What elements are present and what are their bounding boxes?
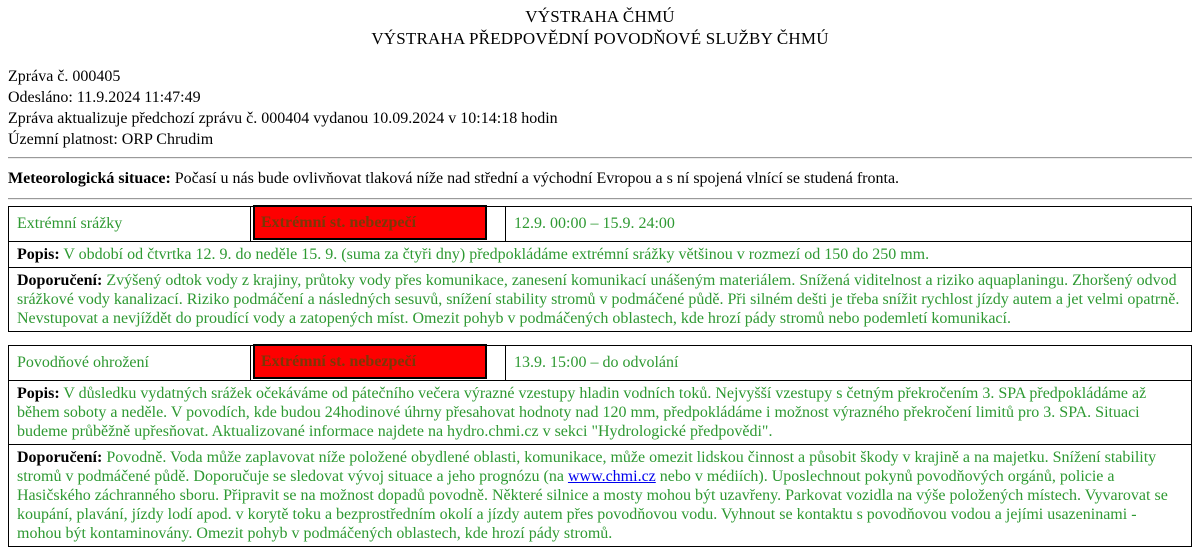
warning-event-cell <box>9 207 251 242</box>
severity-badge: Extrémní st. nebezpečí <box>253 205 487 240</box>
table-row <box>9 242 1192 268</box>
warning-event: Povodňové ohrožení <box>17 354 149 371</box>
recommendation-text-after-link: nebo v médiích). Uposlechnout pokynů povodňových orgánů, policie a Hasičského záchranného sboru. Připravit se na možnost dopadů povodně. Některé silnice a mosty mohou být uzavřeny. Parkovat vozidla na výše položených místech. Vyvarovat se koupání, plavání, jízdy lodí apod. v korytě toku a bezprostředním okolí a jízdy autem přes povodňovou vodu. Vyhnout se kontaktu s povodňovou vodou a jejími usazeninami - mohou být kontaminovány. Omezit pohyb v podmáčených oblastech, kde hrozí pády stromů. <box>17 468 1168 542</box>
meteo-label: Meteorologická situace: <box>8 170 171 187</box>
report-sent-timestamp: Odesláno: 11.9.2024 11:47:49 <box>8 89 201 106</box>
description-text: V období od čtvrtka 12. 9. do neděle 15. 9. (suma za čtyři dny) předpokládáme extrémní srážky většinou v rozmezí od 150 do 250 mm. <box>63 246 930 263</box>
meteo-text: Počasí u nás bude ovlivňovat tlaková níže nad střední a východní Evropou a s ní spojená vlnící se studená fronta. <box>174 170 900 187</box>
warning-validity-cell <box>506 346 1192 381</box>
warning-recommendation-cell <box>9 268 1192 332</box>
warning-event-cell <box>9 346 251 381</box>
description-text: V důsledku vydatných srážek očekáváme od pátečního večera výrazné vzestupy hladin vodních toků. Nejvyšší vzestupy s četným překročením 3. SPA předpokládáme až během soboty a neděle. V povodích, kde budou 24hodinové úhrny přesahovat hodnoty nad 120 mm, předpokládáme i možnost výrazného překročení limitů pro 3. SPA. Situaci budeme průběžně upřesňovat. Aktualizované informace najdete na hydro.chmi.cz v sekci "Hydrologické předpovědi". <box>17 385 1147 440</box>
meteorological-situation <box>8 169 1192 189</box>
warning-description-cell <box>9 381 1192 445</box>
table-row <box>9 346 1192 381</box>
table-row <box>9 268 1192 332</box>
severity-badge: Extrémní st. nebezpečí <box>253 344 487 379</box>
warning-validity: 12.9. 00:00 – 15.9. 24:00 <box>514 215 675 232</box>
report-update-note: Zpráva aktualizuje předchozí zprávu č. 000404 vydanou 10.09.2024 v 10:14:18 hodin <box>8 110 558 127</box>
document-header <box>8 6 1192 50</box>
recommendation-text-before-link: Povodně. Voda může zaplavovat níže položené obydlené oblasti, komunikace, může omezit lidskou činnost a působit škody v krajině a na majetku. Snížení stability stromů v podmáčené půdě. Doporučuje se sledovat vývoj situace a jeho prognózu (na <box>17 449 1157 485</box>
warning-description-cell <box>9 242 1192 268</box>
divider <box>8 157 1192 159</box>
recommendation-label: Doporučení: <box>17 449 103 466</box>
recommendation-text: Zvýšený odtok vody z krajiny, průtoky vody přes komunikace, zanesení komunikací unášeným materiálem. Snížená viditelnost a riziko aquaplaningu. Zhoršený odvod srážkové vody kanalizací. Riziko podmáčení a následných sesuvů, snížení stability stromů v podmáčené půdě. Při silném dešti je třeba snížit rychlost jízdy autem a jet velmi opatrně. Nevstupovat a nevjíždět do proudící vody a zatopených míst. Omezit pohyb v podmáčených oblastech, kde hrozí pády stromů nebo podemletí komunikací. <box>17 272 1180 327</box>
warning-table-extreme-rainfall <box>8 206 1192 332</box>
warning-recommendation-cell <box>9 445 1192 547</box>
table-row <box>9 381 1192 445</box>
warning-validity-cell <box>506 207 1192 242</box>
page-subtitle: VÝSTRAHA PŘEDPOVĚDNÍ POVODŇOVÉ SLUŽBY ČHMÚ <box>371 29 829 48</box>
divider <box>8 198 1192 200</box>
recommendation-label: Doporučení: <box>17 272 103 289</box>
report-territory: Územní platnost: ORP Chrudim <box>8 131 214 148</box>
description-label: Popis: <box>17 385 60 402</box>
table-row <box>9 207 1192 242</box>
warning-document <box>8 6 1192 547</box>
warning-validity: 13.9. 15:00 – do odvolání <box>514 354 679 371</box>
report-meta <box>8 66 1192 150</box>
warning-event: Extrémní srážky <box>17 215 123 232</box>
warning-severity-cell <box>251 346 506 381</box>
warning-severity-cell <box>251 207 506 242</box>
page-title: VÝSTRAHA ČHMÚ <box>525 7 675 26</box>
chmi-website-link[interactable]: www.chmi.cz <box>567 468 656 485</box>
warning-table-flood-danger <box>8 345 1192 547</box>
table-row <box>9 445 1192 547</box>
description-label: Popis: <box>17 246 60 263</box>
report-number: Zpráva č. 000405 <box>8 68 121 85</box>
